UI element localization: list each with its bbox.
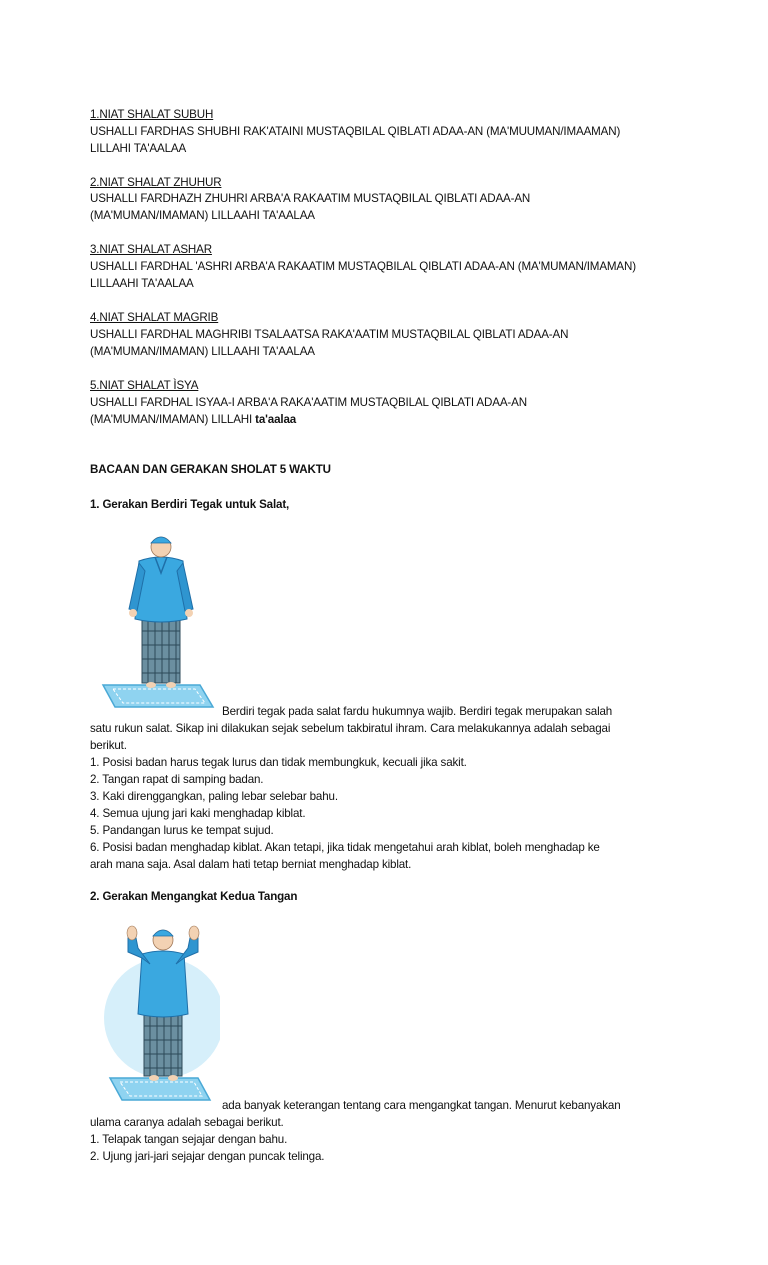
raising-hands-figure <box>98 918 220 1106</box>
niat-1-line-2: LILLAHI TA'AALAA <box>90 142 187 155</box>
gerakan-2-line-2: 1. Telapak tangan sejajar dengan bahu. <box>90 1133 288 1146</box>
niat-5-heading: 5.NIAT SHALAT ÌSYA <box>90 379 199 392</box>
niat-4-line-2: (MA'MUMAN/IMAMAN) LILLAAHI TA'AALAA <box>90 345 315 358</box>
cap <box>151 537 171 543</box>
niat-3-heading: 3.NIAT SHALAT ASHAR <box>90 243 212 256</box>
gerakan-1-line-1: satu rukun salat. Sikap ini dilakukan sejak sebelum takbiratul ihram. Cara melakukannya adalah sebagai <box>90 722 611 735</box>
gerakan-1-line-3: 1. Posisi badan harus tegak lurus dan tidak membungkuk, kecuali jika sakit. <box>90 756 467 769</box>
gerakan-1-caption: Berdiri tegak pada salat fardu hukumnya wajib. Berdiri tegak merupakan salah <box>222 705 613 718</box>
niat-1-line-1: USHALLI FARDHAS SHUBHI RAK'ATAINI MUSTAQBILAL QIBLATI ADAA-AN (MA'MUUMAN/IMAAMAN) <box>90 125 621 138</box>
gerakan-1-line-6: 4. Semua ujung jari kaki menghadap kiblat. <box>90 807 306 820</box>
gerakan-1-heading: 1. Gerakan Berdiri Tegak untuk Salat, <box>90 498 290 511</box>
gerakan-1-line-8: 6. Posisi badan menghadap kiblat. Akan tetapi, jika tidak mengetahui arah kiblat, boleh menghadap ke <box>90 841 600 854</box>
section-title: BACAAN DAN GERAKAN SHOLAT 5 WAKTU <box>90 463 331 476</box>
gerakan-1-line-2: berikut. <box>90 739 127 752</box>
gerakan-1-line-7: 5. Pandangan lurus ke tempat sujud. <box>90 824 274 837</box>
gerakan-2-line-1: ulama caranya adalah sebagai berikut. <box>90 1116 284 1129</box>
cap <box>153 930 173 936</box>
gerakan-2-caption: ada banyak keterangan tentang cara mengangkat tangan. Menurut kebanyakan <box>222 1099 621 1112</box>
gerakan-1-line-9: arah mana saja. Asal dalam hati tetap berniat menghadap kiblat. <box>90 858 412 871</box>
niat-5-line-2 <box>90 412 296 428</box>
niat-3-line-2: LILLAAHI TA'AALAA <box>90 277 194 290</box>
prayer-mat <box>103 685 213 707</box>
gerakan-2-heading: 2. Gerakan Mengangkat Kedua Tangan <box>90 890 298 903</box>
niat-2-line-2: (MA'MUMAN/IMAMAN) LILLAAHI TA'AALAA <box>90 209 315 222</box>
niat-2-line-1: USHALLI FARDHAZH ZHUHRI ARBA'A RAKAATIM MUSTAQBILAL QIBLATI ADAA-AN <box>90 192 531 205</box>
right-hand <box>189 926 199 940</box>
niat-4-line-1: USHALLI FARDHAL MAGHRIBI TSALAATSA RAKA'AATIM MUSTAQBILAL QIBLATI ADAA-AN <box>90 328 569 341</box>
gerakan-1-line-4: 2. Tangan rapat di samping badan. <box>90 773 264 786</box>
raising-hands-figure-image <box>98 918 220 1106</box>
niat-1-heading: 1.NIAT SHALAT SUBUH <box>90 108 214 121</box>
niat-2-heading: 2.NIAT SHALAT ZHUHUR <box>90 176 222 189</box>
standing-figure-image <box>95 527 220 717</box>
standing-figure <box>95 527 220 717</box>
niat-4-heading: 4.NIAT SHALAT MAGRIB <box>90 311 219 324</box>
niat-5-line-2-bold: ta'aalaa <box>255 413 297 426</box>
gerakan-2-line-3: 2. Ujung jari-jari sejajar dengan puncak telinga. <box>90 1150 325 1163</box>
niat-5-line-2-plain: (MA'MUMAN/IMAMAN) LILLAHI <box>90 413 256 426</box>
niat-5-line-1: USHALLI FARDHAL ISYAA-I ARBA'A RAKA'AATIM MUSTAQBILAL QIBLATI ADAA-AN <box>90 396 527 409</box>
niat-3-line-1: USHALLI FARDHAL 'ASHRI ARBA'A RAKAATIM MUSTAQBILAL QIBLATI ADAA-AN (MA'MUMAN/IMAMAN) <box>90 260 636 273</box>
left-hand <box>127 926 137 940</box>
robe <box>135 557 187 622</box>
gerakan-1-line-5: 3. Kaki direnggangkan, paling lebar selebar bahu. <box>90 790 338 803</box>
